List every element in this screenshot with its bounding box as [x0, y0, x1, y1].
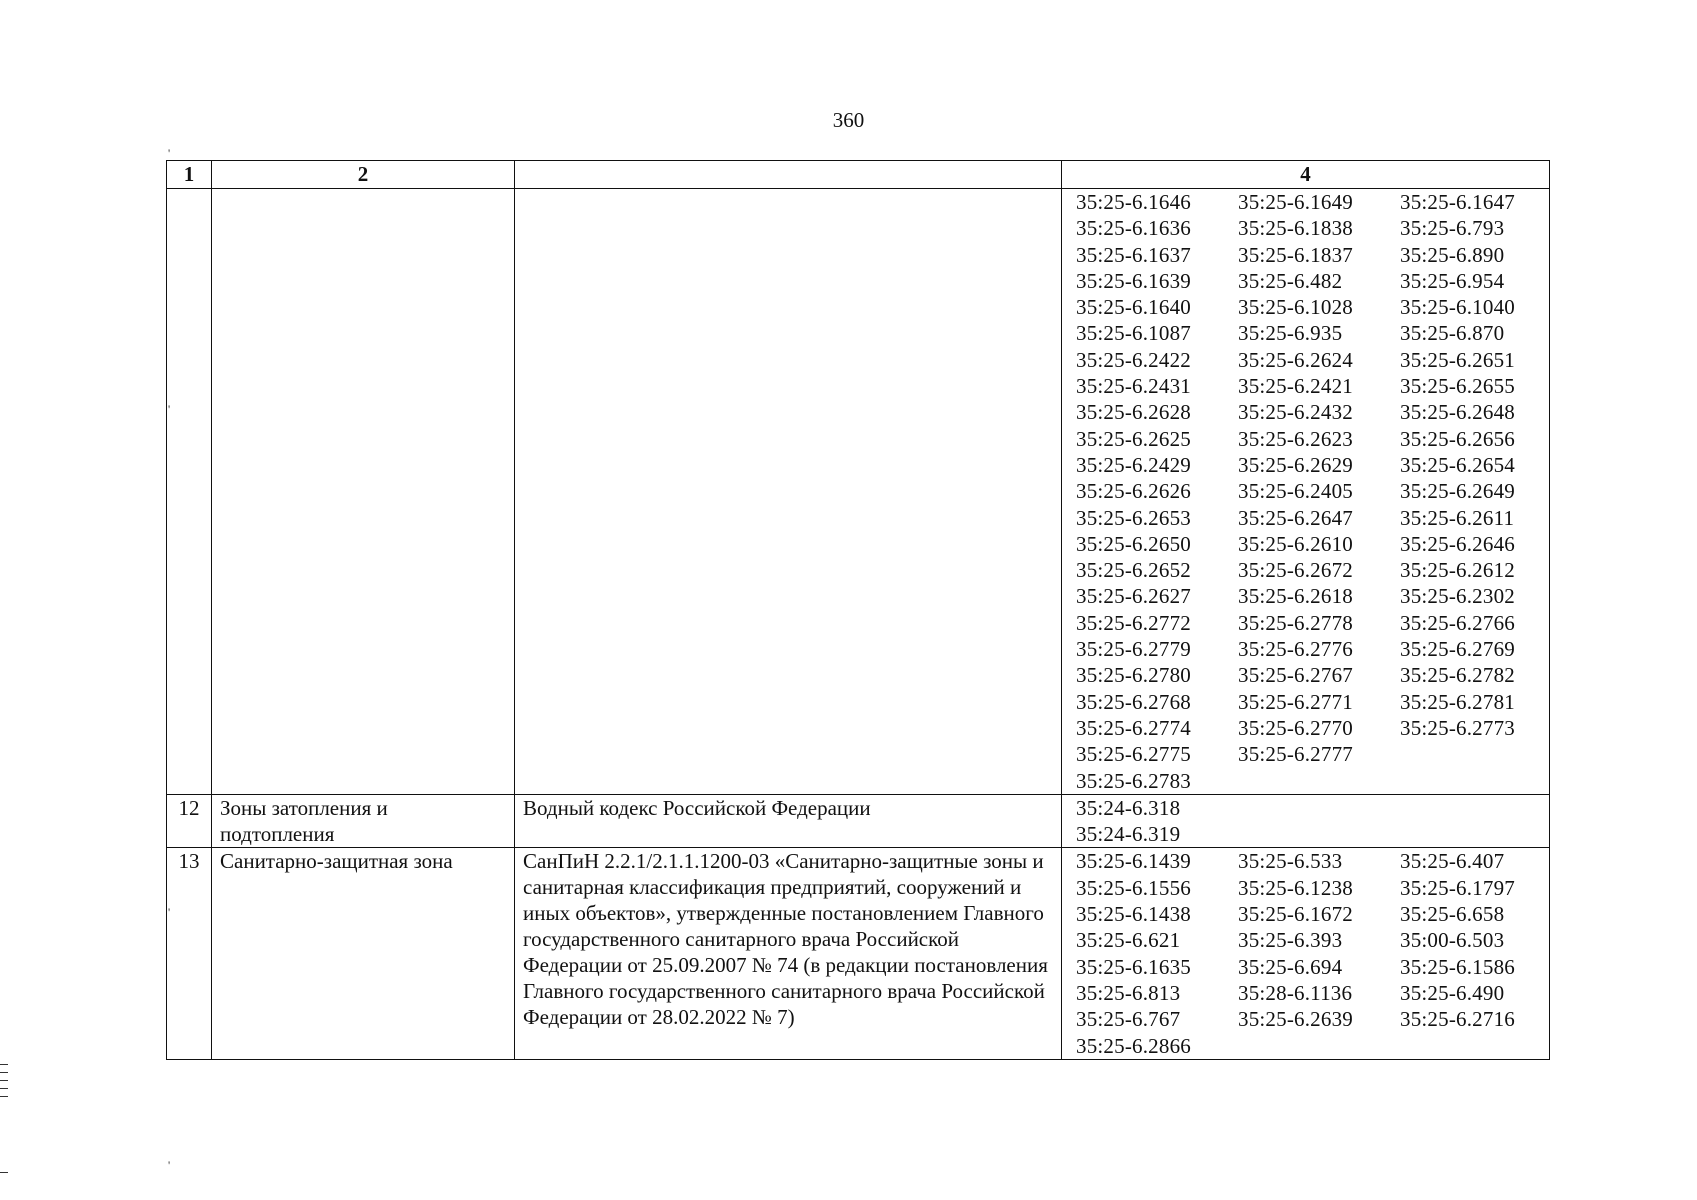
cadastral-code: 35:25-6.2770	[1238, 715, 1353, 740]
scan-edge-mark	[0, 1072, 8, 1073]
header-col-2: 2	[212, 161, 515, 189]
registry-codes-cell	[1062, 794, 1550, 848]
cadastral-code: 35:25-6.2766	[1400, 610, 1515, 635]
cadastral-code: 35:25-6.2773	[1400, 715, 1515, 740]
cadastral-code: 35:25-6.2771	[1238, 689, 1353, 714]
cadastral-code: 35:25-6.2629	[1238, 452, 1353, 477]
cadastral-code: 35:25-6.1636	[1076, 216, 1191, 241]
cadastral-code: 35:25-6.2405	[1238, 479, 1353, 504]
cadastral-code: 35:25-6.2652	[1076, 558, 1191, 583]
cadastral-code: 35:25-6.1672	[1238, 902, 1353, 927]
cadastral-code: 35:25-6.2782	[1400, 663, 1515, 688]
cadastral-code: 35:25-6.2775	[1076, 742, 1191, 767]
cadastral-code: 35:25-6.2421	[1238, 374, 1353, 399]
cadastral-code: 35:25-6.935	[1238, 321, 1343, 346]
legal-basis-cell: СанПиН 2.2.1/2.1.1.1200-03 «Санитарно-защитные зоны и санитарная классификация предприятий, сооружений и иных объектов», утвержденные постановлением Главного государственного санитарного врача Российской Федерации от 25.09.2007 № 74 (в редакции постановления Главного государственного санитарного врача Российской Федерации от 28.02.2022 № 7)	[515, 848, 1062, 1059]
cadastral-code: 35:25-6.2767	[1238, 663, 1353, 688]
cadastral-code: 35:25-6.2627	[1076, 584, 1191, 609]
cadastral-code: 35:25-6.1646	[1076, 190, 1191, 214]
cadastral-code: 35:25-6.2866	[1076, 1033, 1191, 1058]
cadastral-code: 35:25-6.2779	[1076, 637, 1191, 662]
cadastral-code: 35:25-6.2618	[1238, 584, 1353, 609]
scan-speck: '	[168, 146, 171, 160]
table-row-13	[167, 848, 1550, 1059]
header-col-3	[515, 161, 1062, 189]
cadastral-code: 35:25-6.621	[1076, 928, 1181, 953]
cadastral-code: 35:25-6.482	[1238, 268, 1343, 293]
legal-basis-cell: Водный кодекс Российской Федерации	[515, 794, 1062, 848]
cadastral-code: 35:25-6.2655	[1400, 374, 1515, 399]
cadastral-code	[1394, 1033, 1554, 1059]
cadastral-code	[1232, 768, 1394, 794]
cadastral-code: 35:25-6.767	[1076, 1007, 1181, 1032]
table-header-row	[167, 161, 1550, 189]
cadastral-code: 35:25-6.1439	[1076, 849, 1191, 874]
header-col-4: 4	[1062, 161, 1550, 189]
cadastral-code: 35:25-6.954	[1400, 268, 1505, 293]
scan-edge-mark	[0, 1096, 8, 1097]
cadastral-code	[1394, 741, 1554, 767]
cadastral-code: 35:25-6.1838	[1238, 216, 1353, 241]
cadastral-code: 35:25-6.2651	[1400, 347, 1515, 372]
cadastral-code: 35:25-6.1087	[1076, 321, 1191, 346]
cadastral-code: 35:25-6.393	[1238, 928, 1343, 953]
cadastral-code: 35:25-6.2777	[1238, 742, 1353, 767]
header-col-1: 1	[167, 161, 212, 189]
cadastral-code: 35:25-6.1637	[1076, 242, 1191, 267]
row-number-cell: 13	[167, 848, 212, 1059]
registry-codes-grid	[1070, 189, 1541, 794]
cadastral-code: 35:25-6.2768	[1076, 689, 1191, 714]
cadastral-code: 35:25-6.2431	[1076, 374, 1191, 399]
cadastral-code: 35:25-6.2654	[1400, 452, 1515, 477]
scan-edge-mark	[0, 1064, 8, 1065]
cadastral-code: 35:25-6.1586	[1400, 954, 1515, 979]
cadastral-code: 35:25-6.407	[1400, 849, 1505, 874]
cadastral-code: 35:25-6.2656	[1400, 426, 1515, 451]
cadastral-code: 35:25-6.2639	[1238, 1007, 1353, 1032]
cadastral-code: 35:25-6.2769	[1400, 637, 1515, 662]
cadastral-code: 35:25-6.2783	[1076, 768, 1191, 793]
cadastral-code: 35:25-6.1639	[1076, 268, 1191, 293]
row-number-cell	[167, 189, 212, 795]
cadastral-code: 35:25-6.1635	[1076, 954, 1191, 979]
cadastral-code: 35:25-6.1040	[1400, 295, 1515, 320]
legal-basis-cell	[515, 189, 1062, 795]
cadastral-code: 35:25-6.1438	[1076, 902, 1191, 927]
cadastral-code: 35:25-6.490	[1400, 980, 1505, 1005]
cadastral-code: 35:25-6.694	[1238, 954, 1343, 979]
registry-codes-cell	[1062, 848, 1550, 1059]
cadastral-code: 35:25-6.2716	[1400, 1007, 1515, 1032]
cadastral-code: 35:25-6.2626	[1076, 479, 1191, 504]
cadastral-code: 35:25-6.2772	[1076, 610, 1191, 635]
cadastral-code: 35:25-6.793	[1400, 216, 1505, 241]
cadastral-code: 35:25-6.1238	[1238, 875, 1353, 900]
zones-table	[166, 160, 1550, 1060]
cadastral-code: 35:25-6.2625	[1076, 426, 1191, 451]
cadastral-code: 35:25-6.2611	[1400, 505, 1515, 530]
cadastral-code: 35:25-6.1837	[1238, 242, 1353, 267]
scan-speck: '	[168, 1158, 171, 1172]
scan-speck: '	[168, 905, 171, 919]
scan-edge-mark	[0, 1172, 8, 1173]
cadastral-code: 35:25-6.2432	[1238, 400, 1353, 425]
cadastral-code: 35:25-6.870	[1400, 321, 1505, 346]
cadastral-code: 35:25-6.2672	[1238, 558, 1353, 583]
cadastral-code: 35:25-6.1640	[1076, 295, 1191, 320]
table-row-12	[167, 794, 1550, 848]
cadastral-code: 35:25-6.533	[1238, 849, 1343, 874]
cadastral-code: 35:25-6.2429	[1076, 452, 1191, 477]
cadastral-code: 35:25-6.2650	[1076, 531, 1191, 556]
cadastral-code: 35:25-6.658	[1400, 902, 1505, 927]
cadastral-code: 35:25-6.2422	[1076, 347, 1191, 372]
cadastral-code: 35:25-6.1647	[1400, 190, 1515, 214]
cadastral-code: 35:25-6.2781	[1400, 689, 1515, 714]
scan-speck: '	[168, 402, 171, 416]
cadastral-code: 35:25-6.1556	[1076, 875, 1191, 900]
cadastral-code: 35:25-6.2774	[1076, 715, 1191, 740]
zone-name-cell	[212, 189, 515, 795]
cadastral-code: 35:25-6.2610	[1238, 531, 1353, 556]
cadastral-code	[1232, 1033, 1394, 1059]
registry-codes-grid	[1070, 848, 1541, 1058]
cadastral-code: 35:25-6.1797	[1400, 875, 1515, 900]
cadastral-code: 35:25-6.2648	[1400, 400, 1515, 425]
table-row-continued	[167, 189, 1550, 795]
scan-edge-mark	[0, 1080, 8, 1081]
cadastral-code: 35:25-6.2612	[1400, 558, 1515, 583]
zone-name-cell: Санитарно-защитная зона	[212, 848, 515, 1059]
cadastral-code: 35:25-6.2646	[1400, 531, 1515, 556]
scan-edge-mark	[0, 1088, 8, 1089]
cadastral-code: 35:25-6.1649	[1238, 190, 1353, 214]
cadastral-code: 35:25-6.813	[1076, 980, 1181, 1005]
registry-codes-cell	[1062, 189, 1550, 795]
zone-name-cell: Зоны затопления и подтопления	[212, 794, 515, 848]
cadastral-code: 35:25-6.2624	[1238, 347, 1353, 372]
cadastral-code: 35:25-6.2778	[1238, 610, 1353, 635]
cadastral-code	[1394, 768, 1554, 794]
cadastral-code: 35:25-6.2776	[1238, 637, 1353, 662]
cadastral-code: 35:25-6.2780	[1076, 663, 1191, 688]
cadastral-code: 35:25-6.2647	[1238, 505, 1353, 530]
cadastral-code: 35:24-6.318	[1076, 795, 1181, 820]
cadastral-code: 35:25-6.2302	[1400, 584, 1515, 609]
page-number: 360	[832, 108, 865, 132]
cadastral-code: 35:00-6.503	[1400, 928, 1505, 953]
cadastral-code: 35:25-6.2628	[1076, 400, 1191, 425]
cadastral-code: 35:25-6.2623	[1238, 426, 1353, 451]
cadastral-code: 35:24-6.319	[1076, 822, 1181, 847]
cadastral-code: 35:28-6.1136	[1238, 980, 1353, 1005]
cadastral-code: 35:25-6.2649	[1400, 479, 1515, 504]
row-number-cell: 12	[167, 794, 212, 848]
cadastral-code: 35:25-6.1028	[1238, 295, 1353, 320]
cadastral-code: 35:25-6.890	[1400, 242, 1505, 267]
registry-codes-list	[1070, 795, 1541, 848]
cadastral-code: 35:25-6.2653	[1076, 505, 1191, 530]
